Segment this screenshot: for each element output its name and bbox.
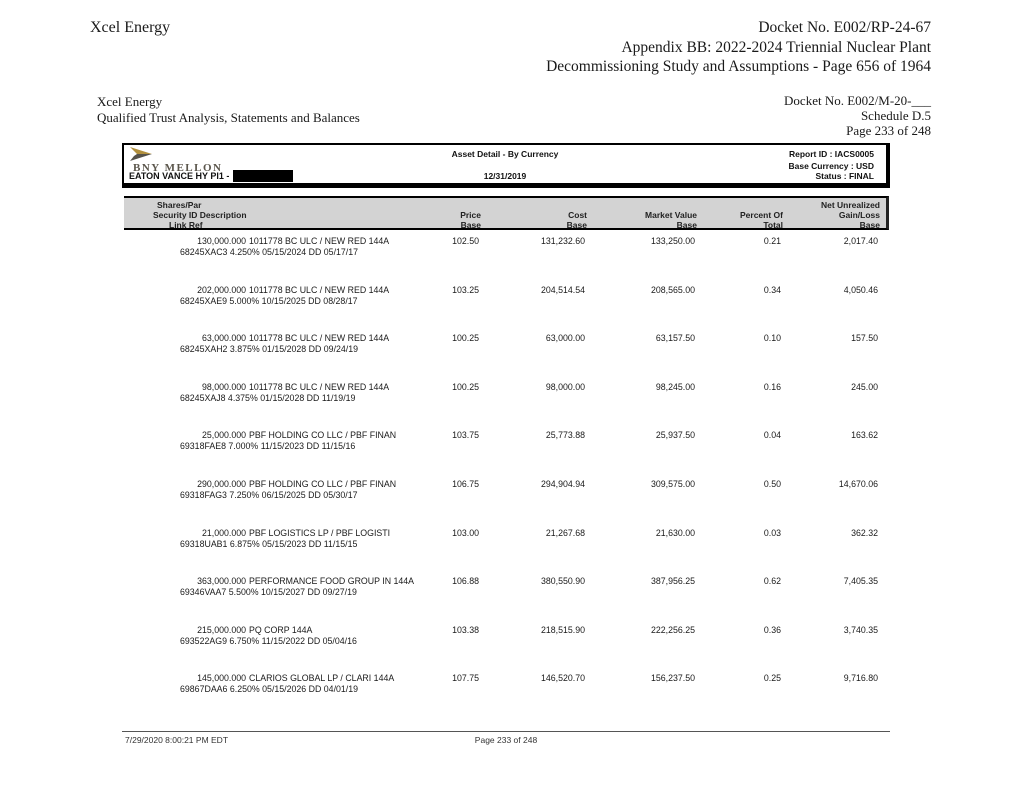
col-market-value-base: Base — [676, 220, 697, 230]
report-title: Asset Detail - By Currency — [451, 149, 559, 159]
net-unrealized-gain-loss-value: 14,670.06 — [838, 478, 878, 489]
statement-date: 12/31/2019 — [483, 171, 527, 181]
table-row — [122, 625, 890, 674]
table-row — [122, 479, 890, 528]
net-unrealized-gain-loss-value: 9,716.80 — [843, 673, 878, 684]
sub-header-left — [97, 94, 360, 125]
security-description: PERFORMANCE FOOD GROUP IN 144A — [249, 576, 415, 587]
security-id-detail: 69318UAB1 6.875% 05/15/2023 DD 11/15/15 — [180, 538, 358, 549]
security-description: 1011778 BC ULC / NEW RED 144A — [249, 381, 390, 392]
security-id-detail: 69867DAA6 6.250% 05/15/2026 DD 04/01/19 — [180, 684, 359, 695]
footer-divider — [122, 731, 890, 732]
table-row — [122, 576, 890, 625]
market-value-base-value: 133,250.00 — [650, 236, 695, 246]
net-unrealized-gain-loss-value: 3,740.35 — [843, 624, 878, 635]
price-base-value: 107.75 — [452, 673, 479, 684]
cost-base-value: 204,514.54 — [540, 284, 585, 295]
col-percent-total: Total — [763, 220, 783, 230]
security-id-detail: 68245XAE9 5.000% 10/15/2025 DD 08/28/17 — [180, 295, 358, 306]
market-value-base-value: 21,630.00 — [655, 527, 695, 538]
market-value-base-value: 208,565.00 — [650, 284, 695, 295]
asset-table-body — [122, 236, 890, 722]
col-gain-loss-base: Base — [859, 220, 880, 230]
col-cost: Cost — [568, 210, 587, 220]
market-value-base-value: 25,937.50 — [655, 430, 695, 441]
percent-of-total-value: 0.36 — [763, 624, 781, 635]
security-description: PBF HOLDING CO LLC / PBF FINAN — [249, 430, 397, 441]
security-id-detail: 68245XAJ8 4.375% 01/15/2028 DD 11/19/19 — [180, 392, 356, 403]
col-market-value: Market Value — [645, 210, 697, 220]
shares-par-value: 290,000.000 — [197, 478, 246, 489]
col-shares-par: Shares/Par — [157, 200, 202, 210]
security-id-detail: 693522AG9 6.750% 11/15/2022 DD 05/04/16 — [180, 635, 357, 646]
net-unrealized-gain-loss-value: 362.32 — [851, 527, 878, 538]
security-id-detail: 69318FAG3 7.250% 06/15/2025 DD 05/30/17 — [180, 489, 358, 500]
col-percent-of: Percent Of — [740, 210, 783, 220]
cost-base-value: 131,232.60 — [540, 236, 585, 246]
page-count-line: Page 233 of 248 — [846, 123, 931, 138]
price-base-value: 106.88 — [452, 576, 479, 587]
col-security-id-description: Security ID Description — [153, 210, 247, 220]
report-status: Status : FINAL — [815, 171, 874, 181]
percent-of-total-value: 0.62 — [763, 576, 781, 587]
price-base-value: 103.00 — [452, 527, 479, 538]
percent-of-total-value: 0.03 — [763, 527, 781, 538]
price-base-value: 100.25 — [452, 381, 479, 392]
price-base-value: 102.50 — [452, 236, 479, 246]
cost-base-value: 21,267.68 — [545, 527, 585, 538]
percent-of-total-value: 0.21 — [763, 236, 781, 246]
table-row — [122, 285, 890, 334]
col-price-base: Base — [460, 220, 481, 230]
report-header-box — [122, 143, 890, 188]
percent-of-total-value: 0.25 — [763, 673, 781, 684]
shares-par-value: 215,000.000 — [197, 624, 246, 635]
col-price: Price — [460, 210, 481, 220]
docket-number-line: Docket No. E002/RP-24-67 — [758, 19, 931, 36]
security-id-detail: 68245XAH2 3.875% 01/15/2028 DD 09/24/19 — [180, 344, 359, 355]
net-unrealized-gain-loss-value: 4,050.46 — [843, 284, 878, 295]
net-unrealized-gain-loss-value: 163.62 — [851, 430, 878, 441]
col-gain-loss: Gain/Loss — [838, 210, 880, 220]
table-row — [122, 673, 890, 722]
sub-header-right — [784, 93, 931, 138]
market-value-base-value: 156,237.50 — [650, 673, 695, 684]
cost-base-value: 294,904.94 — [540, 478, 585, 489]
bny-mellon-wordmark: BNY MELLON — [133, 162, 223, 174]
security-id-detail: 69346VAA7 5.500% 10/15/2027 DD 09/27/19 — [180, 587, 357, 598]
trust-analysis-line: Qualified Trust Analysis, Statements and Balances — [97, 109, 360, 125]
footer-page-number: Page 233 of 248 — [474, 735, 538, 745]
shares-par-value: 145,000.000 — [197, 673, 246, 684]
net-unrealized-gain-loss-value: 7,405.35 — [843, 576, 878, 587]
shares-par-value: 21,000.000 — [201, 527, 246, 538]
market-value-base-value: 222,256.25 — [650, 624, 695, 635]
net-unrealized-gain-loss-value: 157.50 — [851, 333, 878, 344]
security-id-detail: 69318FAE8 7.000% 11/15/2023 DD 11/15/16 — [180, 441, 356, 452]
col-cost-base: Base — [566, 220, 587, 230]
shares-par-value: 202,000.000 — [197, 284, 246, 295]
market-value-base-value: 387,956.25 — [650, 576, 695, 587]
account-name: EATON VANCE HY PI1 - — [129, 171, 230, 181]
net-unrealized-gain-loss-value: 245.00 — [851, 381, 878, 392]
security-description: 1011778 BC ULC / NEW RED 144A — [249, 236, 390, 246]
study-page-line: Decommissioning Study and Assumptions - Page 656 of 1964 — [546, 58, 931, 75]
market-value-base-value: 98,245.00 — [655, 381, 695, 392]
base-currency: Base Currency : USD — [788, 161, 874, 171]
company-title-sub: Xcel Energy — [97, 94, 163, 109]
percent-of-total-value: 0.16 — [763, 381, 781, 392]
col-net-unrealized: Net Unrealized — [820, 200, 880, 210]
table-row — [122, 430, 890, 479]
col-link-ref: Link Ref — [169, 220, 203, 230]
net-unrealized-gain-loss-value: 2,017.40 — [843, 236, 878, 246]
docket-m20-line: Docket No. E002/M-20-___ — [784, 93, 931, 108]
shares-par-value: 130,000.000 — [197, 236, 246, 246]
cost-base-value: 25,773.88 — [545, 430, 585, 441]
cost-base-value: 63,000.00 — [545, 333, 585, 344]
cost-base-value: 218,515.90 — [540, 624, 585, 635]
company-title-top: Xcel Energy — [90, 19, 171, 36]
percent-of-total-value: 0.10 — [763, 333, 781, 344]
security-description: PQ CORP 144A — [249, 624, 313, 635]
percent-of-total-value: 0.34 — [763, 284, 781, 295]
table-row — [122, 333, 890, 382]
percent-of-total-value: 0.50 — [763, 478, 781, 489]
security-description: 1011778 BC ULC / NEW RED 144A — [249, 284, 390, 295]
cost-base-value: 146,520.70 — [540, 673, 585, 684]
report-id: Report ID : IACS0005 — [788, 149, 874, 159]
price-base-value: 103.38 — [452, 624, 479, 635]
price-base-value: 106.75 — [452, 478, 479, 489]
security-description: PBF HOLDING CO LLC / PBF FINAN — [249, 478, 397, 489]
cost-base-value: 98,000.00 — [545, 381, 585, 392]
shares-par-value: 63,000.000 — [201, 333, 246, 344]
schedule-line: Schedule D.5 — [860, 108, 931, 123]
table-row — [122, 236, 890, 285]
market-value-base-value: 63,157.50 — [655, 333, 695, 344]
appendix-line: Appendix BB: 2022-2024 Triennial Nuclear Plant — [621, 38, 931, 56]
shares-par-value: 98,000.000 — [201, 381, 246, 392]
price-base-value: 100.25 — [452, 333, 479, 344]
table-row — [122, 528, 890, 577]
security-id-detail: 68245XAC3 4.250% 05/15/2024 DD 05/17/17 — [180, 247, 359, 257]
security-description: CLARIOS GLOBAL LP / CLARI 144A — [249, 673, 395, 684]
price-base-value: 103.25 — [452, 284, 479, 295]
market-value-base-value: 309,575.00 — [650, 478, 695, 489]
footer-timestamp: 7/29/2020 8:00:21 PM EDT — [125, 735, 229, 745]
shares-par-value: 25,000.000 — [201, 430, 246, 441]
shares-par-value: 363,000.000 — [197, 576, 246, 587]
table-column-header — [124, 196, 889, 230]
price-base-value: 103.75 — [452, 430, 479, 441]
security-description: PBF LOGISTICS LP / PBF LOGISTI — [249, 527, 391, 538]
cost-base-value: 380,550.90 — [540, 576, 585, 587]
table-row — [122, 382, 890, 431]
percent-of-total-value: 0.04 — [763, 430, 781, 441]
security-description: 1011778 BC ULC / NEW RED 144A — [249, 333, 390, 344]
docket-header-block — [546, 18, 931, 77]
